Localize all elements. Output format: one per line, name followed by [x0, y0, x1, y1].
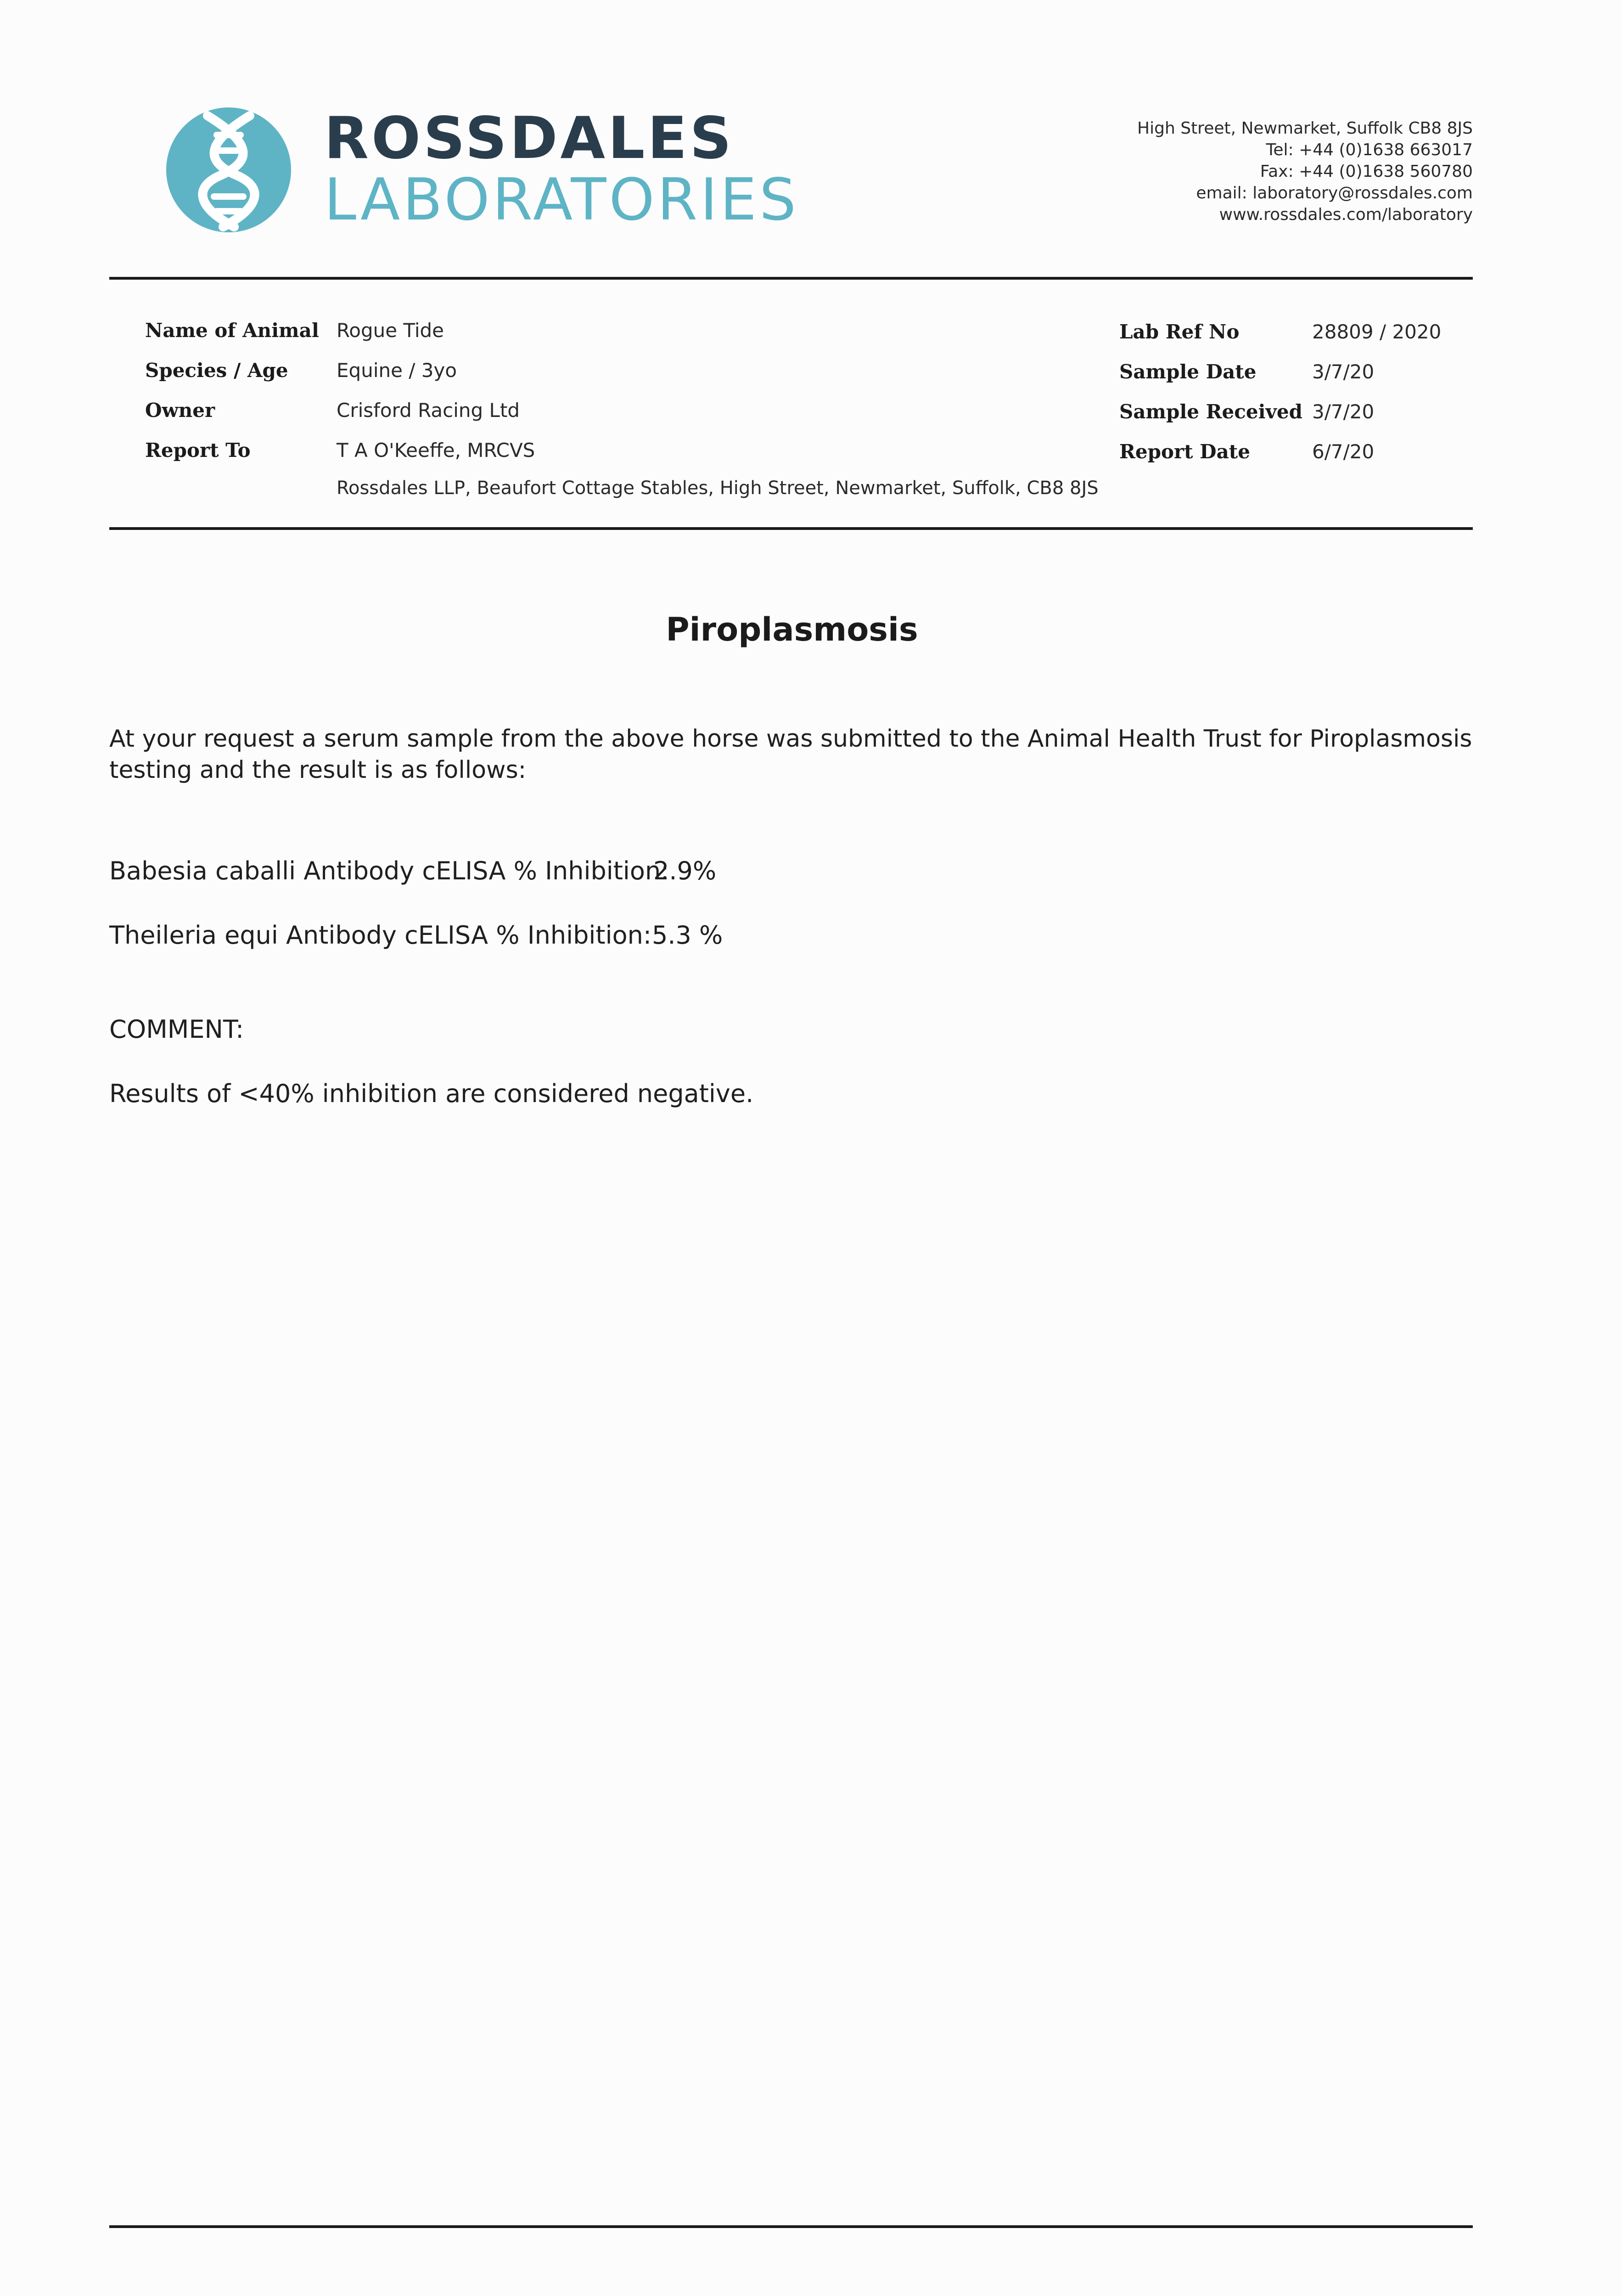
- address-tel: Tel: +44 (0)1638 663017: [1266, 141, 1473, 159]
- value-sample-date: 3/7/20: [1312, 360, 1375, 383]
- address-website: www.rossdales.com/laboratory: [1219, 205, 1473, 224]
- brand-name-line2: LABORATORIES: [324, 166, 799, 233]
- lab-address-block: [1014, 118, 1473, 225]
- value-report-to-address: Rossdales LLP, Beaufort Cottage Stables, High Street, Newmarket, Suffolk, CB8 8JS: [337, 478, 1099, 499]
- result-babesia-label: Babesia caballi Antibody cELISA % Inhibition:: [109, 856, 669, 885]
- value-name-of-animal: Rogue Tide: [337, 319, 444, 342]
- address-fax: Fax: +44 (0)1638 560780: [1260, 162, 1473, 181]
- address-email: email: laboratory@rossdales.com: [1196, 184, 1473, 203]
- comment-text: Results of <40% inhibition are considered negative.: [109, 1079, 754, 1108]
- label-report-date: Report Date: [1119, 440, 1250, 463]
- label-owner: Owner: [145, 399, 215, 422]
- value-species-age: Equine / 3yo: [337, 359, 457, 382]
- header-divider: [109, 277, 1473, 280]
- footer-divider: [109, 2225, 1473, 2228]
- value-lab-ref-no: 28809 / 2020: [1312, 321, 1442, 343]
- value-report-date: 6/7/20: [1312, 440, 1375, 463]
- details-divider: [109, 527, 1473, 530]
- label-name-of-animal: Name of Animal: [145, 319, 319, 342]
- result-theileria-label: Theileria equi Antibody cELISA % Inhibition:: [109, 921, 652, 950]
- label-report-to: Report To: [145, 439, 251, 461]
- result-theileria: [109, 921, 798, 950]
- address-street: High Street, Newmarket, Suffolk CB8 8JS: [1137, 119, 1473, 138]
- value-sample-received: 3/7/20: [1312, 400, 1375, 423]
- comment-heading: COMMENT:: [109, 1015, 244, 1044]
- label-lab-ref-no: Lab Ref No: [1119, 321, 1240, 343]
- result-theileria-value: 5.3 %: [652, 921, 723, 950]
- value-owner: Crisford Racing Ltd: [337, 399, 520, 422]
- result-babesia: [109, 856, 798, 885]
- label-sample-received: Sample Received: [1119, 400, 1303, 423]
- rossdales-logo-icon: [165, 107, 292, 233]
- report-intro-line2: testing and the result is as follows:: [109, 756, 527, 784]
- result-babesia-value: 2.9%: [653, 856, 717, 885]
- brand-name-line1: ROSSDALES: [324, 104, 735, 172]
- label-species-age: Species / Age: [145, 359, 288, 382]
- report-title: Piroplasmosis: [666, 611, 918, 648]
- report-intro-line1: At your request a serum sample from the above horse was submitted to the Animal Health Trust for Piroplasmosis: [109, 725, 1472, 753]
- label-sample-date: Sample Date: [1119, 360, 1257, 383]
- report-intro: [109, 723, 1472, 786]
- value-report-to: T A O'Keeffe, MRCVS: [337, 439, 535, 461]
